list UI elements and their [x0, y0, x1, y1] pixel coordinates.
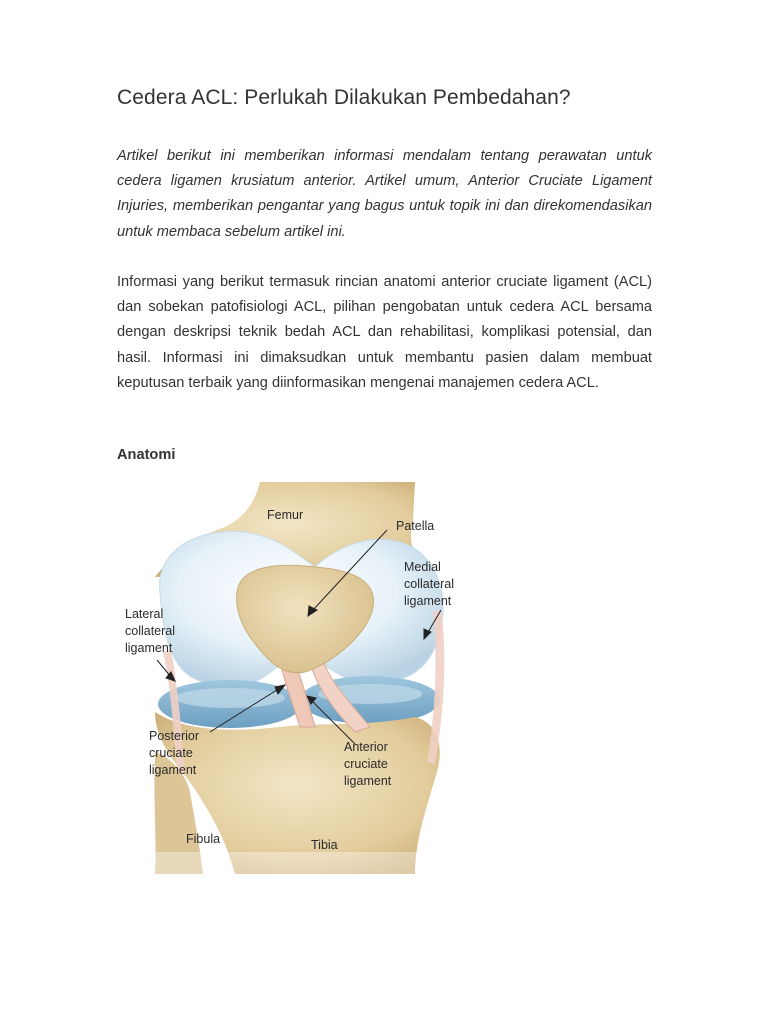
anterior-label-line1: Anterior [344, 740, 388, 754]
lateral-label-line3: ligament [125, 641, 173, 655]
medial-label-line3: ligament [404, 594, 452, 608]
article-title: Cedera ACL: Perlukah Dilakukan Pembedahan? [117, 86, 571, 109]
anterior-label-line2: cruciate [344, 757, 388, 771]
info-paragraph: Informasi yang berikut termasuk rincian anatomi anterior cruciate ligament (ACL) dan sobekan patofisiologi ACL, pilihan pengobatan untuk cedera ACL bersama dengan deskripsi teknik bedah ACL dan rehabilitasi, komplikasi potensial, dan hasil. Informasi ini dimaksudkan untuk membantu pasien dalam membuat keputusan terbaik yang diinformasikan mengenai manajemen cedera ACL. [117, 274, 652, 391]
lateral-label-line2: collateral [125, 624, 176, 638]
intro-paragraph: Artikel berikut ini memberikan informasi mendalam tentang perawatan untuk cedera ligamen krusiatum anterior. Artikel umum, Anterior Cruciate Ligament Injuries, memberikan pengantar yang bagus untuk topik ini dan direkomendasikan untuk membaca sebelum artikel ini. [117, 148, 652, 240]
knee-anatomy-figure [115, 482, 470, 874]
lateral-label-line1: Lateral [125, 607, 164, 621]
fibula-label: Fibula [186, 832, 221, 846]
section-heading-anatomi: Anatomi [117, 447, 176, 463]
knee-anatomy-illustration [115, 482, 470, 874]
posterior-label-line1: Posterior [149, 729, 200, 743]
anterior-label-line3: ligament [344, 774, 392, 788]
patella-label: Patella [396, 519, 435, 533]
tibia-label: Tibia [311, 838, 338, 852]
posterior-label-line3: ligament [149, 763, 197, 777]
posterior-label-line2: cruciate [149, 746, 193, 760]
femur-label: Femur [267, 508, 304, 522]
medial-label-line1: Medial [404, 560, 441, 574]
medial-label-line2: collateral [404, 577, 455, 591]
